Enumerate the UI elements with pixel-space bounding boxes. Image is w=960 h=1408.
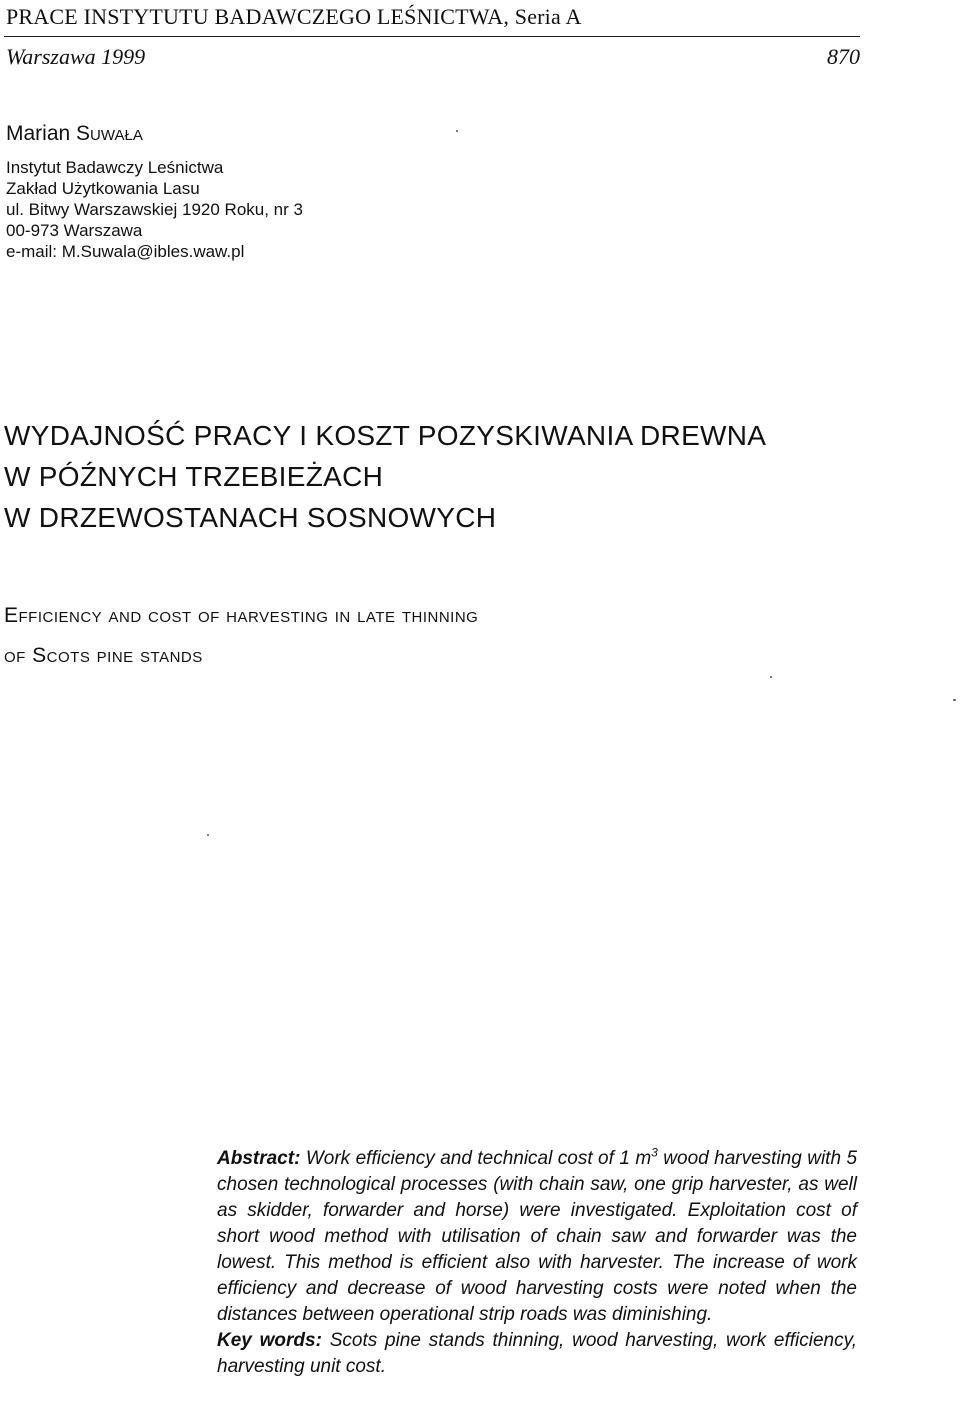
header-divider (4, 36, 860, 37)
affiliation-city: 00-973 Warszawa (6, 221, 143, 240)
keywords-paragraph (217, 1328, 857, 1380)
scan-speck (207, 834, 209, 836)
author-first-name: Marian (6, 122, 71, 145)
abstract-section (217, 1146, 857, 1380)
scan-speck (953, 699, 956, 701)
author-affiliation (6, 157, 303, 262)
scan-speck (770, 676, 772, 678)
abstract-label: Abstract: (217, 1148, 301, 1169)
title-polish-line: W PÓŹNYCH TRZEBIEŻACH (4, 461, 384, 492)
abstract-text-rest: wood harvesting with 5 chosen technological processes (with chain saw, one grip harvester, as well as skidder, forwarder and horse) were investigated. Exploitation cost of short wood method with utilisation of chain saw and forwarder was the lowest. This method is efficient also with harvester. The increase of work efficiency and decrease of wood harvesting costs were noted when the distances between operational strip roads was diminishing. (217, 1148, 858, 1325)
title-english (4, 596, 478, 676)
affiliation-email: e-mail: M.Suwala@ibles.waw.pl (6, 242, 245, 261)
affiliation-street: ul. Bitwy Warszawskiej 1920 Roku, nr 3 (6, 200, 303, 219)
place-year: Warszawa 1999 (6, 44, 146, 69)
keywords-text: Scots pine stands thinning, wood harvesting, work efficiency, harvesting unit cost. (217, 1330, 857, 1377)
author-last-name: Suwała (76, 122, 143, 145)
journal-title: PRACE INSTYTUTU BADAWCZEGO LEŚNICTWA, Seria A (6, 4, 582, 29)
abstract-paragraph (217, 1146, 857, 1328)
author-name (6, 122, 143, 146)
title-polish (4, 415, 766, 538)
affiliation-department: Zakład Użytkowania Lasu (6, 179, 200, 198)
title-polish-line: WYDAJNOŚĆ PRACY I KOSZT POZYSKIWANIA DREWNA (4, 420, 767, 451)
abstract-text-start: Work efficiency and technical cost of 1 m (305, 1148, 652, 1169)
title-english-line: Efficiency and cost of harvesting in late thinning (4, 604, 479, 627)
title-polish-line: W DRZEWOSTANACH SOSNOWYCH (4, 502, 497, 533)
affiliation-institute: Instytut Badawczy Leśnictwa (6, 158, 224, 177)
keywords-label: Key words: (217, 1330, 322, 1351)
title-english-line: of Scots pine stands (4, 644, 203, 667)
cubic-superscript: 3 (651, 1145, 658, 1160)
scan-speck (456, 130, 458, 132)
page-number: 870 (827, 44, 860, 69)
